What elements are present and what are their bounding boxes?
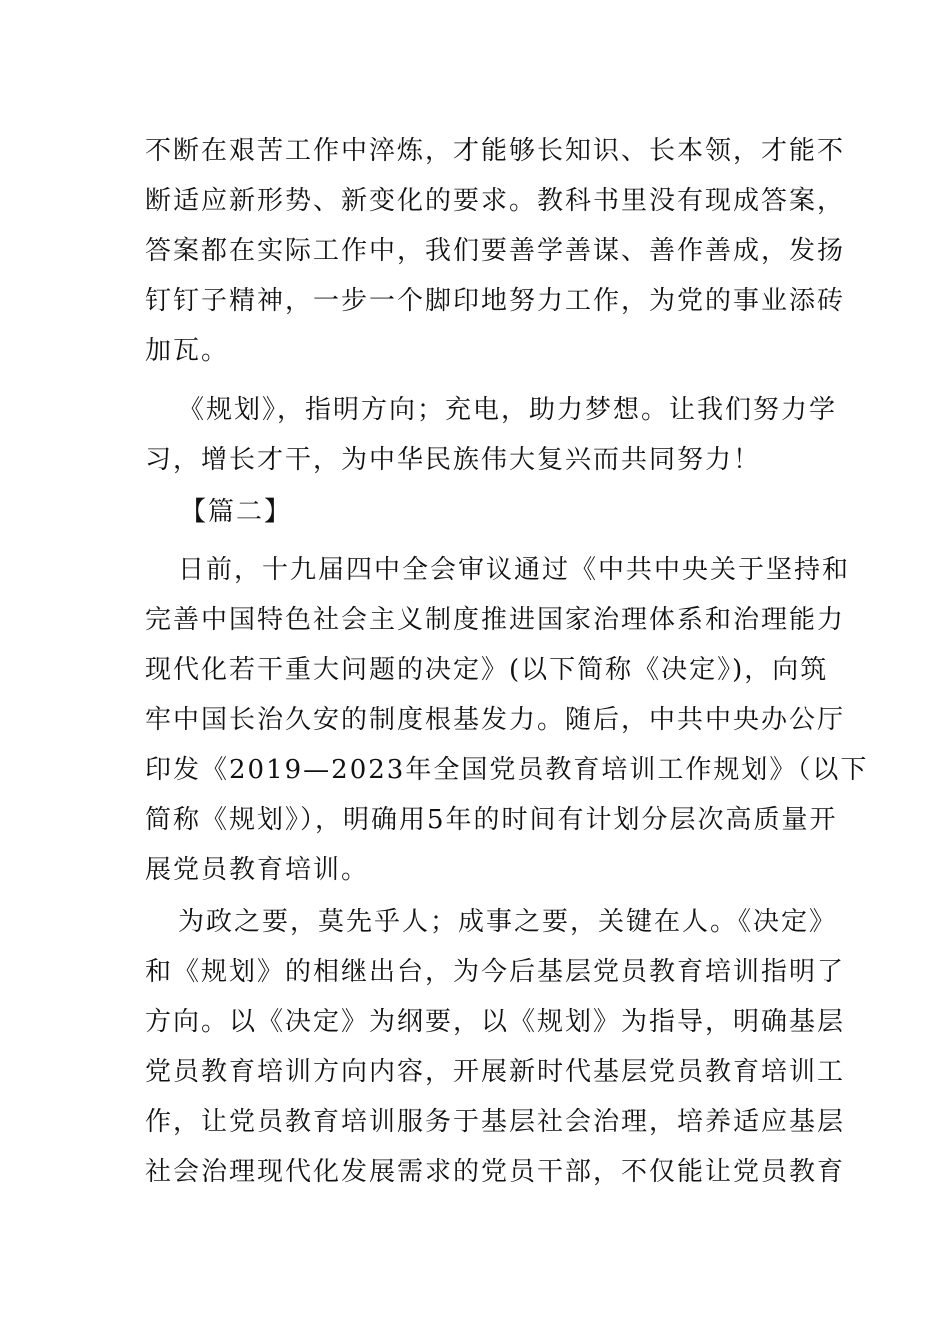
text-line: 习，增长才干，为中华民族伟大复兴而共同努力！ bbox=[145, 445, 762, 475]
text-line: 不断在艰苦工作中淬炼，才能够长知识、长本领，才能不 bbox=[145, 136, 846, 166]
text-line: 印发《2019—2023年全国党员教育培训工作规划》（以下 bbox=[145, 755, 869, 785]
paragraph-governance bbox=[145, 897, 846, 1197]
text-line: 《规划》，指明方向；充电，助力梦想。让我们努力学 bbox=[178, 395, 838, 425]
section-heading: 【篇二】 bbox=[180, 497, 293, 527]
paragraph-decision-intro bbox=[145, 545, 869, 895]
text-line: 方向。以《决定》为纲要，以《规划》为指导，明确基层 bbox=[145, 1007, 846, 1037]
paragraph-plan-conclusion bbox=[145, 385, 838, 485]
text-line: 现代化若干重大问题的决定》(以下简称《决定》)，向筑 bbox=[145, 655, 829, 685]
text-line: 断适应新形势、新变化的要求。教科书里没有现成答案， bbox=[145, 186, 846, 216]
text-line: 牢中国长治久安的制度根基发力。随后，中共中央办公厅 bbox=[145, 705, 846, 735]
text-line: 日前，十九届四中全会审议通过《中共中央关于坚持和 bbox=[178, 555, 851, 585]
text-line: 加瓦。 bbox=[145, 336, 230, 366]
text-line: 和《规划》的相继出台，为今后基层党员教育培训指明了 bbox=[145, 957, 846, 987]
text-line: 社会治理现代化发展需求的党员干部，不仅能让党员教育 bbox=[145, 1157, 846, 1187]
text-line: 答案都在实际工作中，我们要善学善谋、善作善成，发扬 bbox=[145, 236, 846, 266]
text-line: 党员教育培训方向内容，开展新时代基层党员教育培训工 bbox=[145, 1057, 846, 1087]
text-line: 为政之要，莫先乎人；成事之要，关键在人。《决定》 bbox=[178, 907, 838, 937]
text-line: 完善中国特色社会主义制度推进国家治理体系和治理能力 bbox=[145, 605, 846, 635]
paragraph-continuation bbox=[145, 126, 846, 376]
text-line: 展党员教育培训。 bbox=[145, 855, 370, 885]
text-line: 作，让党员教育培训服务于基层社会治理，培养适应基层 bbox=[145, 1107, 846, 1137]
text-line: 钉钉子精神，一步一个脚印地努力工作，为党的事业添砖 bbox=[145, 286, 846, 316]
text-line: 简称《规划》），明确用5年的时间有计划分层次高质量开 bbox=[145, 805, 838, 835]
